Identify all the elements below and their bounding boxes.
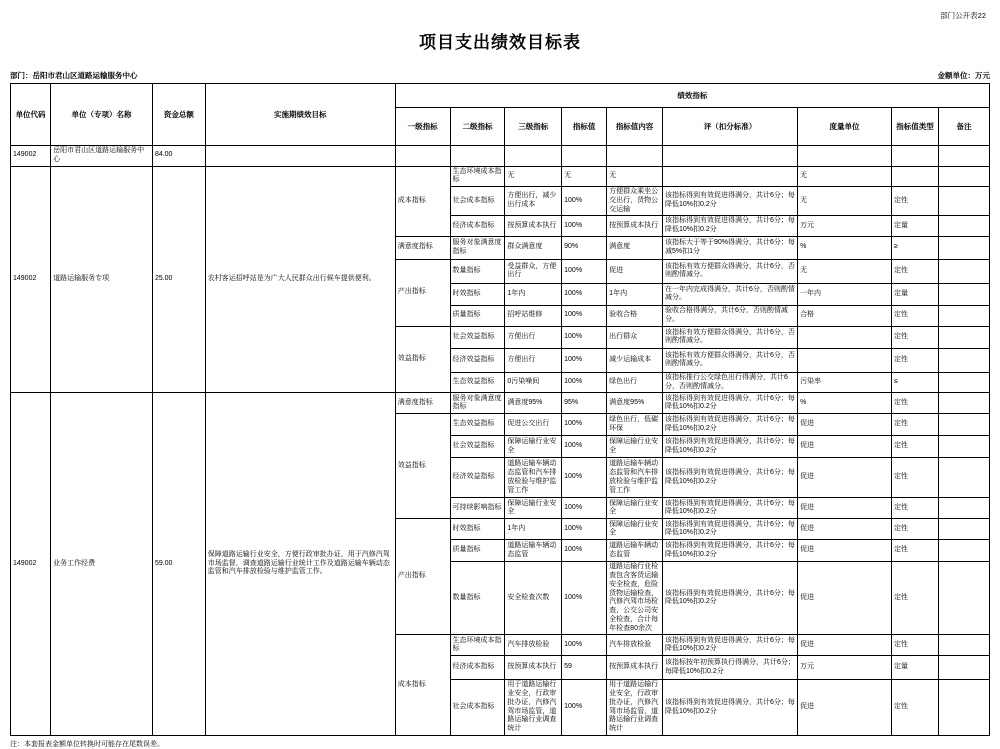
table-cell: 保障运输行业安全: [607, 498, 663, 519]
table-cell: [939, 635, 990, 656]
table-cell: 经济效益指标: [450, 348, 505, 372]
table-cell: 定性: [892, 393, 939, 414]
table-cell: 生态效益指标: [450, 414, 505, 436]
table-cell: 100%: [562, 436, 607, 458]
column-header: 一级指标: [395, 108, 450, 146]
table-cell: [939, 236, 990, 259]
column-header: 实施期绩效目标: [205, 84, 395, 146]
table-cell: 满意度指标: [395, 236, 450, 259]
table-cell: 促进: [798, 635, 892, 656]
table-cell: 汽车排放检验: [505, 635, 562, 656]
table-cell: 无: [798, 187, 892, 216]
table-cell: 社会成本指标: [450, 680, 505, 736]
table-cell: 效益指标: [395, 414, 450, 519]
table-cell: 该指标得到有效促进得满分，共计6分；每降低10%扣0.2分: [662, 540, 797, 562]
table-cell: 服务对象满意度指标: [450, 393, 505, 414]
table-cell: 定性: [892, 259, 939, 283]
table-cell: 万元: [798, 656, 892, 680]
table-cell: 促进: [798, 562, 892, 635]
table-cell: 质量指标: [450, 305, 505, 326]
table-cell: 出行群众: [607, 326, 663, 348]
column-header: 备注: [939, 108, 990, 146]
table-cell: 定性: [892, 348, 939, 372]
table-cell: 验收合格得满分，共计6分，否则酌情减分。: [662, 305, 797, 326]
column-header: 绩效指标: [395, 84, 989, 108]
table-cell: 100%: [562, 216, 607, 237]
table-cell: 产出指标: [395, 519, 450, 635]
table-cell: 100%: [562, 540, 607, 562]
table-cell: 社会效益指标: [450, 436, 505, 458]
table-cell: [395, 146, 450, 167]
table-cell: [939, 562, 990, 635]
table-cell: ≤: [892, 372, 939, 393]
table-cell: 受益群众，方便出行: [505, 259, 562, 283]
table-cell: 保障运输行业安全: [505, 498, 562, 519]
table-cell: 安全检查次数: [505, 562, 562, 635]
table-cell: 质量指标: [450, 540, 505, 562]
table-cell: 定性: [892, 498, 939, 519]
column-header: 指标值: [562, 108, 607, 146]
table-cell: 定性: [892, 680, 939, 736]
table-cell: 100%: [562, 562, 607, 635]
column-header: 评（扣分标准）: [662, 108, 797, 146]
table-cell: [798, 146, 892, 167]
table-cell: [892, 166, 939, 187]
table-cell: 按预算成本执行: [505, 656, 562, 680]
table-cell: [939, 326, 990, 348]
table-cell: 促进: [607, 259, 663, 283]
table-cell: 用于道路运输行业安全，行政审批办证，汽修汽驾市场监管，道路运输行业调查统计: [607, 680, 663, 736]
table-cell: 该指标有效方便群众得满分，共计6分，否则酌情减分。: [662, 259, 797, 283]
table-cell: 100%: [562, 187, 607, 216]
table-cell: 该指标按年初预算执行得满分，共计6分；每降低10%扣0.2分: [662, 656, 797, 680]
table-cell: 该指标得到有效促进得满分，共计6分；每降低10%扣0.2分: [662, 680, 797, 736]
column-header: 指标值类型: [892, 108, 939, 146]
table-cell: 数量指标: [450, 562, 505, 635]
table-cell: 方便出行: [505, 348, 562, 372]
table-cell: 该指标得到有效促进得满分，共计6分；每降低10%扣0.2分: [662, 498, 797, 519]
table-cell: 生态环境成本指标: [450, 635, 505, 656]
table-cell: [798, 348, 892, 372]
column-header: 资金总额: [152, 84, 205, 146]
table-cell: 定性: [892, 326, 939, 348]
table-cell: 100%: [562, 635, 607, 656]
table-cell: 道路运输车辆动态监管和汽车排放检验与维护监管工作: [505, 458, 562, 498]
table-cell: [607, 146, 663, 167]
table-cell: 经济效益指标: [450, 458, 505, 498]
table-cell: 定性: [892, 635, 939, 656]
table-cell: 生态环境成本指标: [450, 166, 505, 187]
table-cell: [939, 305, 990, 326]
table-cell: 岳阳市君山区道路运输服务中心: [51, 146, 153, 167]
table-cell: 定量: [892, 656, 939, 680]
table-cell: 100%: [562, 348, 607, 372]
table-cell: 污染率: [798, 372, 892, 393]
table-cell: 促进: [798, 458, 892, 498]
table-cell: 1年内: [505, 519, 562, 540]
table-cell: 促进: [798, 414, 892, 436]
table-cell: 该指标得到有效促进得满分，共计6分；每降低10%扣0.2分: [662, 562, 797, 635]
column-header: 二级指标: [450, 108, 505, 146]
table-cell: 定性: [892, 436, 939, 458]
table-cell: ≥: [892, 236, 939, 259]
table-cell: [939, 393, 990, 414]
table-cell: 在一年内完成得满分，共计6分，否则酌情减分。: [662, 283, 797, 305]
table-cell: [939, 187, 990, 216]
table-cell: 定量: [892, 283, 939, 305]
table-cell: 绿色出行，低碳环保: [607, 414, 663, 436]
table-cell: 59.00: [152, 393, 205, 736]
table-cell: [939, 540, 990, 562]
table-cell: 100%: [562, 680, 607, 736]
table-cell: 无: [607, 166, 663, 187]
table-cell: 无: [505, 166, 562, 187]
table-footnote: 注：本套报表金额单位转换时可能存在尾数误差。: [10, 740, 164, 748]
table-cell: 减少运输成本: [607, 348, 663, 372]
table-cell: 满意度: [607, 236, 663, 259]
table-cell: 84.00: [152, 146, 205, 167]
table-cell: 100%: [562, 458, 607, 498]
table-cell: %: [798, 236, 892, 259]
table-cell: 该指标得到有效促进得满分，共计6分；每降低10%扣0.2分: [662, 635, 797, 656]
table-cell: 数量指标: [450, 259, 505, 283]
table-cell: 经济成本指标: [450, 656, 505, 680]
table-cell: 产出指标: [395, 259, 450, 326]
table-cell: [450, 146, 505, 167]
table-cell: 100%: [562, 259, 607, 283]
table-cell: [205, 146, 395, 167]
column-header: 单位（专项）名称: [51, 84, 153, 146]
table-cell: 100%: [562, 414, 607, 436]
table-cell: 招呼站维修: [505, 305, 562, 326]
table-cell: [798, 326, 892, 348]
table-cell: 道路运输服务专项: [51, 166, 153, 393]
table-cell: 定性: [892, 519, 939, 540]
table-cell: 保障道路运输行业安全，方便行政审批办证，用于汽修汽驾市场监督，调查道路运输行业统计工作及道路运输车辆动态监管和汽车排放检验与维护监管工作。: [205, 393, 395, 736]
table-cell: 定性: [892, 305, 939, 326]
column-header: 度量单位: [798, 108, 892, 146]
table-cell: [939, 414, 990, 436]
table-cell: 定性: [892, 562, 939, 635]
table-cell: 一年内: [798, 283, 892, 305]
table-cell: 100%: [562, 372, 607, 393]
table-cell: 按预算成本执行: [607, 656, 663, 680]
table-cell: 验收合格: [607, 305, 663, 326]
table-cell: 1年内: [607, 283, 663, 305]
table-cell: 促进: [798, 519, 892, 540]
table-cell: [939, 259, 990, 283]
table-cell: 促进公交出行: [505, 414, 562, 436]
table-cell: 149002: [11, 393, 51, 736]
table-cell: 道路运输车辆动态监管和汽车排放检验与维护监管工作: [607, 458, 663, 498]
table-cell: [662, 166, 797, 187]
table-cell: [505, 146, 562, 167]
table-cell: [939, 458, 990, 498]
table-cell: 生态效益指标: [450, 372, 505, 393]
table-cell: [939, 680, 990, 736]
table-cell: 社会成本指标: [450, 187, 505, 216]
table-cell: [939, 372, 990, 393]
table-cell: 促进: [798, 680, 892, 736]
table-cell: 无: [798, 259, 892, 283]
table-cell: 保障运输行业安全: [607, 519, 663, 540]
table-cell: 该指标推行公交绿色出行得满分，共计6分，否则酌情减分。: [662, 372, 797, 393]
table-cell: 该指标有效方便群众得满分，共计6分，否则酌情减分。: [662, 348, 797, 372]
table-cell: 合格: [798, 305, 892, 326]
column-header: 指标值内容: [607, 108, 663, 146]
table-cell: %: [798, 393, 892, 414]
table-cell: 100%: [562, 283, 607, 305]
table-cell: 25.00: [152, 166, 205, 393]
table-cell: 成本指标: [395, 635, 450, 736]
table-cell: 社会效益指标: [450, 326, 505, 348]
table-cell: 定性: [892, 187, 939, 216]
table-cell: 满意度95%: [607, 393, 663, 414]
table-cell: 该指标得到有效促进得满分，共计6分；每降低10%扣0.2分: [662, 436, 797, 458]
table-cell: 该指标得到有效促进得满分，共计6分；每降低10%扣0.2分: [662, 216, 797, 237]
table-cell: [939, 436, 990, 458]
table-cell: 万元: [798, 216, 892, 237]
table-cell: 时效指标: [450, 283, 505, 305]
corner-label: 部门公开表22: [940, 11, 986, 20]
column-header: 三级指标: [505, 108, 562, 146]
table-cell: 满意度指标: [395, 393, 450, 414]
table-cell: [662, 146, 797, 167]
table-cell: 促进: [798, 436, 892, 458]
table-cell: 该指标得到有效促进得满分，共计6分；每降低10%扣0.2分: [662, 414, 797, 436]
table-cell: 农村客运招呼站是为广大人民群众出行候车提供便利。: [205, 166, 395, 393]
table-cell: 成本指标: [395, 166, 450, 236]
table-cell: 方便出行，减少出行成本: [505, 187, 562, 216]
meta-row: [10, 70, 990, 81]
table-cell: 促进: [798, 498, 892, 519]
table-cell: 该指标大于等于90%得满分，共计6分；每减5%扣1分: [662, 236, 797, 259]
table-cell: 用于道路运输行业安全，行政审批办证，汽修汽驾市场监管，道路运输行业调查统计: [505, 680, 562, 736]
table-cell: 0污染噪间: [505, 372, 562, 393]
column-header: 单位代码: [11, 84, 51, 146]
table-cell: [939, 283, 990, 305]
department-label: 部门：岳阳市君山区道路运输服务中心: [10, 71, 138, 80]
table-cell: 1年内: [505, 283, 562, 305]
table-cell: 100%: [562, 305, 607, 326]
table-cell: [562, 146, 607, 167]
performance-target-table: [10, 83, 990, 736]
table-cell: 定性: [892, 458, 939, 498]
report-title: 项目支出绩效目标表: [419, 33, 581, 52]
table-cell: 59: [562, 656, 607, 680]
table-cell: 促进: [798, 540, 892, 562]
table-cell: [939, 166, 990, 187]
table-cell: 该指标得到有效促进得满分，共计6分；每降低10%扣0.2分: [662, 393, 797, 414]
table-cell: 100%: [562, 519, 607, 540]
table-cell: [939, 146, 990, 167]
table-cell: 100%: [562, 326, 607, 348]
table-cell: [939, 656, 990, 680]
table-cell: 效益指标: [395, 326, 450, 393]
table-cell: 汽车排放检验: [607, 635, 663, 656]
table-cell: 道路运输行业检查包含客货运输安全检查，危险货物运输检查，汽修汽驾市场检查，公交公司安全检查，合计每年检查80余次: [607, 562, 663, 635]
table-cell: 该指标得到有效促进得满分，共计6分；每降低10%扣0.2分: [662, 458, 797, 498]
table-cell: 定性: [892, 414, 939, 436]
table-cell: 服务对象满意度指标: [450, 236, 505, 259]
table-cell: 该指标有效方便群众得满分，共计6分，否则酌情减分。: [662, 326, 797, 348]
table-cell: [939, 216, 990, 237]
table-cell: [939, 498, 990, 519]
table-cell: 无: [798, 166, 892, 187]
table-cell: 方便群众乘坐公交出行，货物公交运输: [607, 187, 663, 216]
table-cell: 保障运输行业安全: [607, 436, 663, 458]
table-cell: 时效指标: [450, 519, 505, 540]
table-cell: 无: [562, 166, 607, 187]
table-cell: 按预算成本执行: [607, 216, 663, 237]
table-cell: 149002: [11, 166, 51, 393]
table-cell: 90%: [562, 236, 607, 259]
table-cell: 方便出行: [505, 326, 562, 348]
table-cell: 100%: [562, 498, 607, 519]
table-cell: 满意度95%: [505, 393, 562, 414]
table-cell: 定量: [892, 216, 939, 237]
table-cell: 道路运输车辆动态监管: [607, 540, 663, 562]
table-cell: 群众满意度: [505, 236, 562, 259]
amount-unit-label: 金额单位：万元: [937, 71, 990, 80]
table-cell: 道路运输车辆动态监管: [505, 540, 562, 562]
table-cell: 可持续影响指标: [450, 498, 505, 519]
table-cell: 该指标得到有效促进得满分，共计6分；每降低10%扣0.2分: [662, 187, 797, 216]
table-cell: [892, 146, 939, 167]
table-cell: 95%: [562, 393, 607, 414]
table-cell: 按预算成本执行: [505, 216, 562, 237]
table-cell: 业务工作经费: [51, 393, 153, 736]
table-cell: 定性: [892, 540, 939, 562]
table-cell: 经济成本指标: [450, 216, 505, 237]
table-cell: [939, 348, 990, 372]
table-cell: 该指标得到有效促进得满分，共计6分；每降低10%扣0.2分: [662, 519, 797, 540]
table-cell: 149002: [11, 146, 51, 167]
table-cell: 绿色出行: [607, 372, 663, 393]
table-cell: 保障运输行业安全: [505, 436, 562, 458]
table-cell: [939, 519, 990, 540]
